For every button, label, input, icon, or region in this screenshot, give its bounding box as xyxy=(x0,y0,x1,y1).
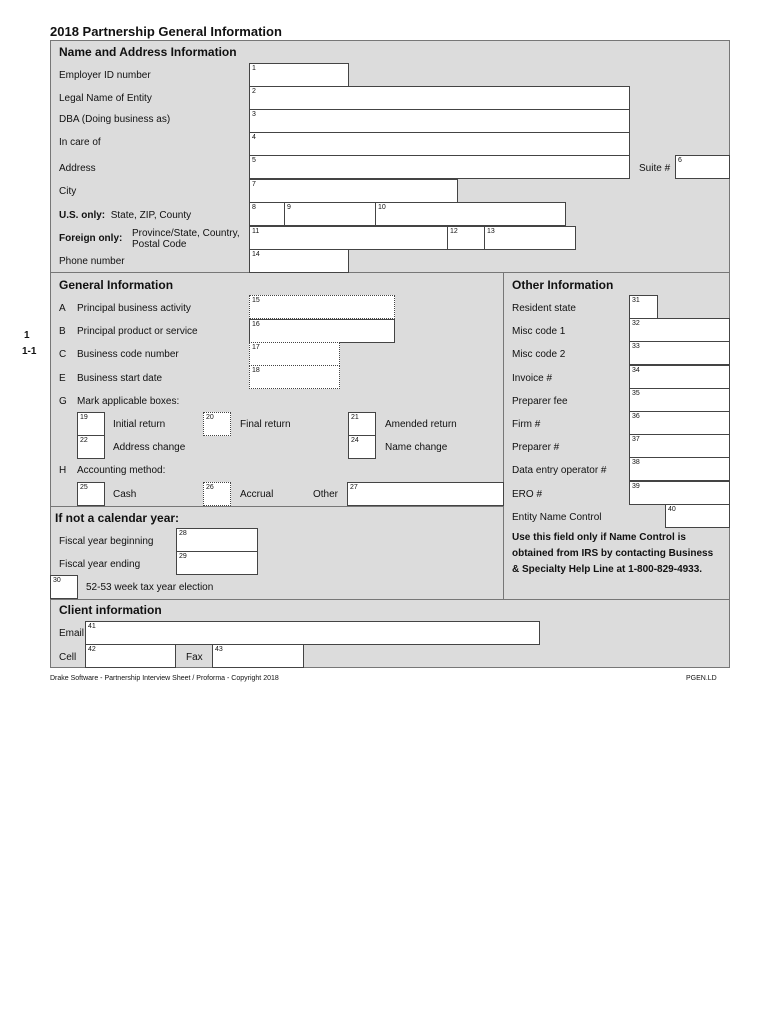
in-care-of-label: In care of xyxy=(59,137,101,148)
principal-product-label: Principal product or service xyxy=(77,326,198,337)
fiscal-ending-field[interactable]: 29 xyxy=(176,551,258,575)
footer-copyright: Drake Software - Partnership Interview Sheet / Proforma - Copyright 2018 xyxy=(50,675,279,682)
data-entry-operator-field[interactable]: 38 xyxy=(629,457,730,481)
legal-name-label: Legal Name of Entity xyxy=(59,93,152,104)
resident-state-field[interactable]: 31 xyxy=(629,295,658,319)
business-start-field[interactable]: 18 xyxy=(249,365,340,389)
preparer-label: Preparer # xyxy=(512,442,560,453)
applicable-boxes-label: Mark applicable boxes: xyxy=(77,396,180,407)
tax-year-election-label: 52-53 week tax year election xyxy=(86,582,214,593)
country-field[interactable]: 12 xyxy=(447,226,485,250)
accrual-label: Accrual xyxy=(240,489,274,500)
section-heading-general: General Information xyxy=(59,278,174,292)
ero-label: ERO # xyxy=(512,489,543,500)
preparer-fee-label: Preparer fee xyxy=(512,396,568,407)
email-label: Email xyxy=(59,628,85,639)
other-method-field[interactable]: 27 xyxy=(347,482,504,506)
city-field[interactable]: 7 xyxy=(249,179,458,203)
address-field[interactable]: 5 xyxy=(249,155,630,179)
principal-product-field[interactable]: 16 xyxy=(249,319,395,343)
cash-checkbox[interactable]: 25 xyxy=(77,482,105,506)
dba-label: DBA (Doing business as) xyxy=(59,114,171,125)
page-number: 1 xyxy=(24,330,30,341)
firm-field[interactable]: 36 xyxy=(629,411,730,435)
suite-field[interactable]: 6 xyxy=(675,155,730,179)
amended-return-label: Amended return xyxy=(385,419,457,430)
name-change-checkbox[interactable]: 24 xyxy=(348,435,376,459)
final-return-label: Final return xyxy=(240,419,291,430)
section-heading-name-address: Name and Address Information xyxy=(59,45,237,59)
email-field[interactable]: 41 xyxy=(85,621,540,645)
resident-state-label: Resident state xyxy=(512,303,576,314)
b-letter: B xyxy=(59,326,66,337)
dba-field[interactable]: 3 xyxy=(249,109,630,133)
principal-activity-field[interactable]: 15 xyxy=(249,295,395,319)
address-change-checkbox[interactable]: 22 xyxy=(77,435,105,459)
a-letter: A xyxy=(59,303,66,314)
divider xyxy=(50,506,503,507)
postal-code-field[interactable]: 13 xyxy=(484,226,576,250)
divider xyxy=(50,272,730,273)
firm-label: Firm # xyxy=(512,419,541,430)
data-entry-operator-label: Data entry operator # xyxy=(512,465,607,476)
state-field[interactable]: 8 xyxy=(249,202,285,226)
divider xyxy=(50,599,730,600)
foreign-fields-label: Province/State, Country, Postal Code xyxy=(132,228,240,250)
cell-field[interactable]: 42 xyxy=(85,644,176,668)
section-heading-other: Other Information xyxy=(512,278,614,292)
accounting-method-label: Accounting method: xyxy=(77,465,166,476)
cash-label: Cash xyxy=(113,489,137,500)
misc-code-1-field[interactable]: 32 xyxy=(629,318,730,342)
entity-name-control-label: Entity Name Control xyxy=(512,512,602,523)
page-subnumber: 1-1 xyxy=(22,346,37,357)
tax-year-election-checkbox[interactable]: 30 xyxy=(50,575,78,599)
section-heading-fiscal: If not a calendar year: xyxy=(55,511,180,525)
business-code-field[interactable]: 17 xyxy=(249,342,340,366)
us-only-label: U.S. only: State, ZIP, County xyxy=(59,210,192,221)
name-change-label: Name change xyxy=(385,442,448,453)
page-title: 2018 Partnership General Information xyxy=(50,24,282,39)
employer-id-label: Employer ID number xyxy=(59,70,151,81)
other-label: Other xyxy=(313,489,339,500)
preparer-fee-field[interactable]: 35 xyxy=(629,388,730,412)
fax-label: Fax xyxy=(186,652,203,663)
misc-code-2-field[interactable]: 33 xyxy=(629,341,730,365)
footer-form-code: PGEN.LD xyxy=(686,675,717,682)
fiscal-beginning-label: Fiscal year beginning xyxy=(59,536,154,547)
c-letter: C xyxy=(59,349,67,360)
invoice-field[interactable]: 34 xyxy=(629,365,730,389)
misc-code-2-label: Misc code 2 xyxy=(512,349,566,360)
phone-field[interactable]: 14 xyxy=(249,249,349,273)
section-heading-client: Client information xyxy=(59,603,162,617)
initial-return-checkbox[interactable]: 19 xyxy=(77,412,105,436)
principal-activity-label: Principal business activity xyxy=(77,303,191,314)
h-letter: H xyxy=(59,465,67,476)
legal-name-field[interactable]: 2 xyxy=(249,86,630,110)
address-label: Address xyxy=(59,163,96,174)
misc-code-1-label: Misc code 1 xyxy=(512,326,566,337)
city-label: City xyxy=(59,186,77,197)
fiscal-ending-label: Fiscal year ending xyxy=(59,559,141,570)
cell-label: Cell xyxy=(59,652,77,663)
county-field[interactable]: 10 xyxy=(375,202,566,226)
name-control-note: Use this field only if Name Control is obtained from IRS by contacting Business & Specialty Help Line at 1-800-829-4933. xyxy=(512,532,714,575)
address-change-label: Address change xyxy=(113,442,186,453)
entity-name-control-field[interactable]: 40 xyxy=(665,504,730,528)
e-letter: E xyxy=(59,373,66,384)
preparer-field[interactable]: 37 xyxy=(629,434,730,458)
initial-return-label: Initial return xyxy=(113,419,166,430)
employer-id-field[interactable]: 1 xyxy=(249,63,349,87)
accrual-checkbox[interactable]: 26 xyxy=(203,482,231,506)
amended-return-checkbox[interactable]: 21 xyxy=(348,412,376,436)
invoice-label: Invoice # xyxy=(512,373,553,384)
phone-label: Phone number xyxy=(59,256,125,267)
ero-field[interactable]: 39 xyxy=(629,481,730,505)
in-care-of-field[interactable]: 4 xyxy=(249,132,630,156)
fiscal-beginning-field[interactable]: 28 xyxy=(176,528,258,552)
zip-field[interactable]: 9 xyxy=(284,202,376,226)
foreign-only-label: Foreign only: xyxy=(59,233,123,244)
business-code-label: Business code number xyxy=(77,349,179,360)
suite-label: Suite # xyxy=(639,163,671,174)
fax-field[interactable]: 43 xyxy=(212,644,304,668)
province-field[interactable]: 11 xyxy=(249,226,448,250)
final-return-checkbox[interactable]: 20 xyxy=(203,412,231,436)
divider xyxy=(503,272,504,599)
g-letter: G xyxy=(59,396,67,407)
business-start-label: Business start date xyxy=(77,373,163,384)
